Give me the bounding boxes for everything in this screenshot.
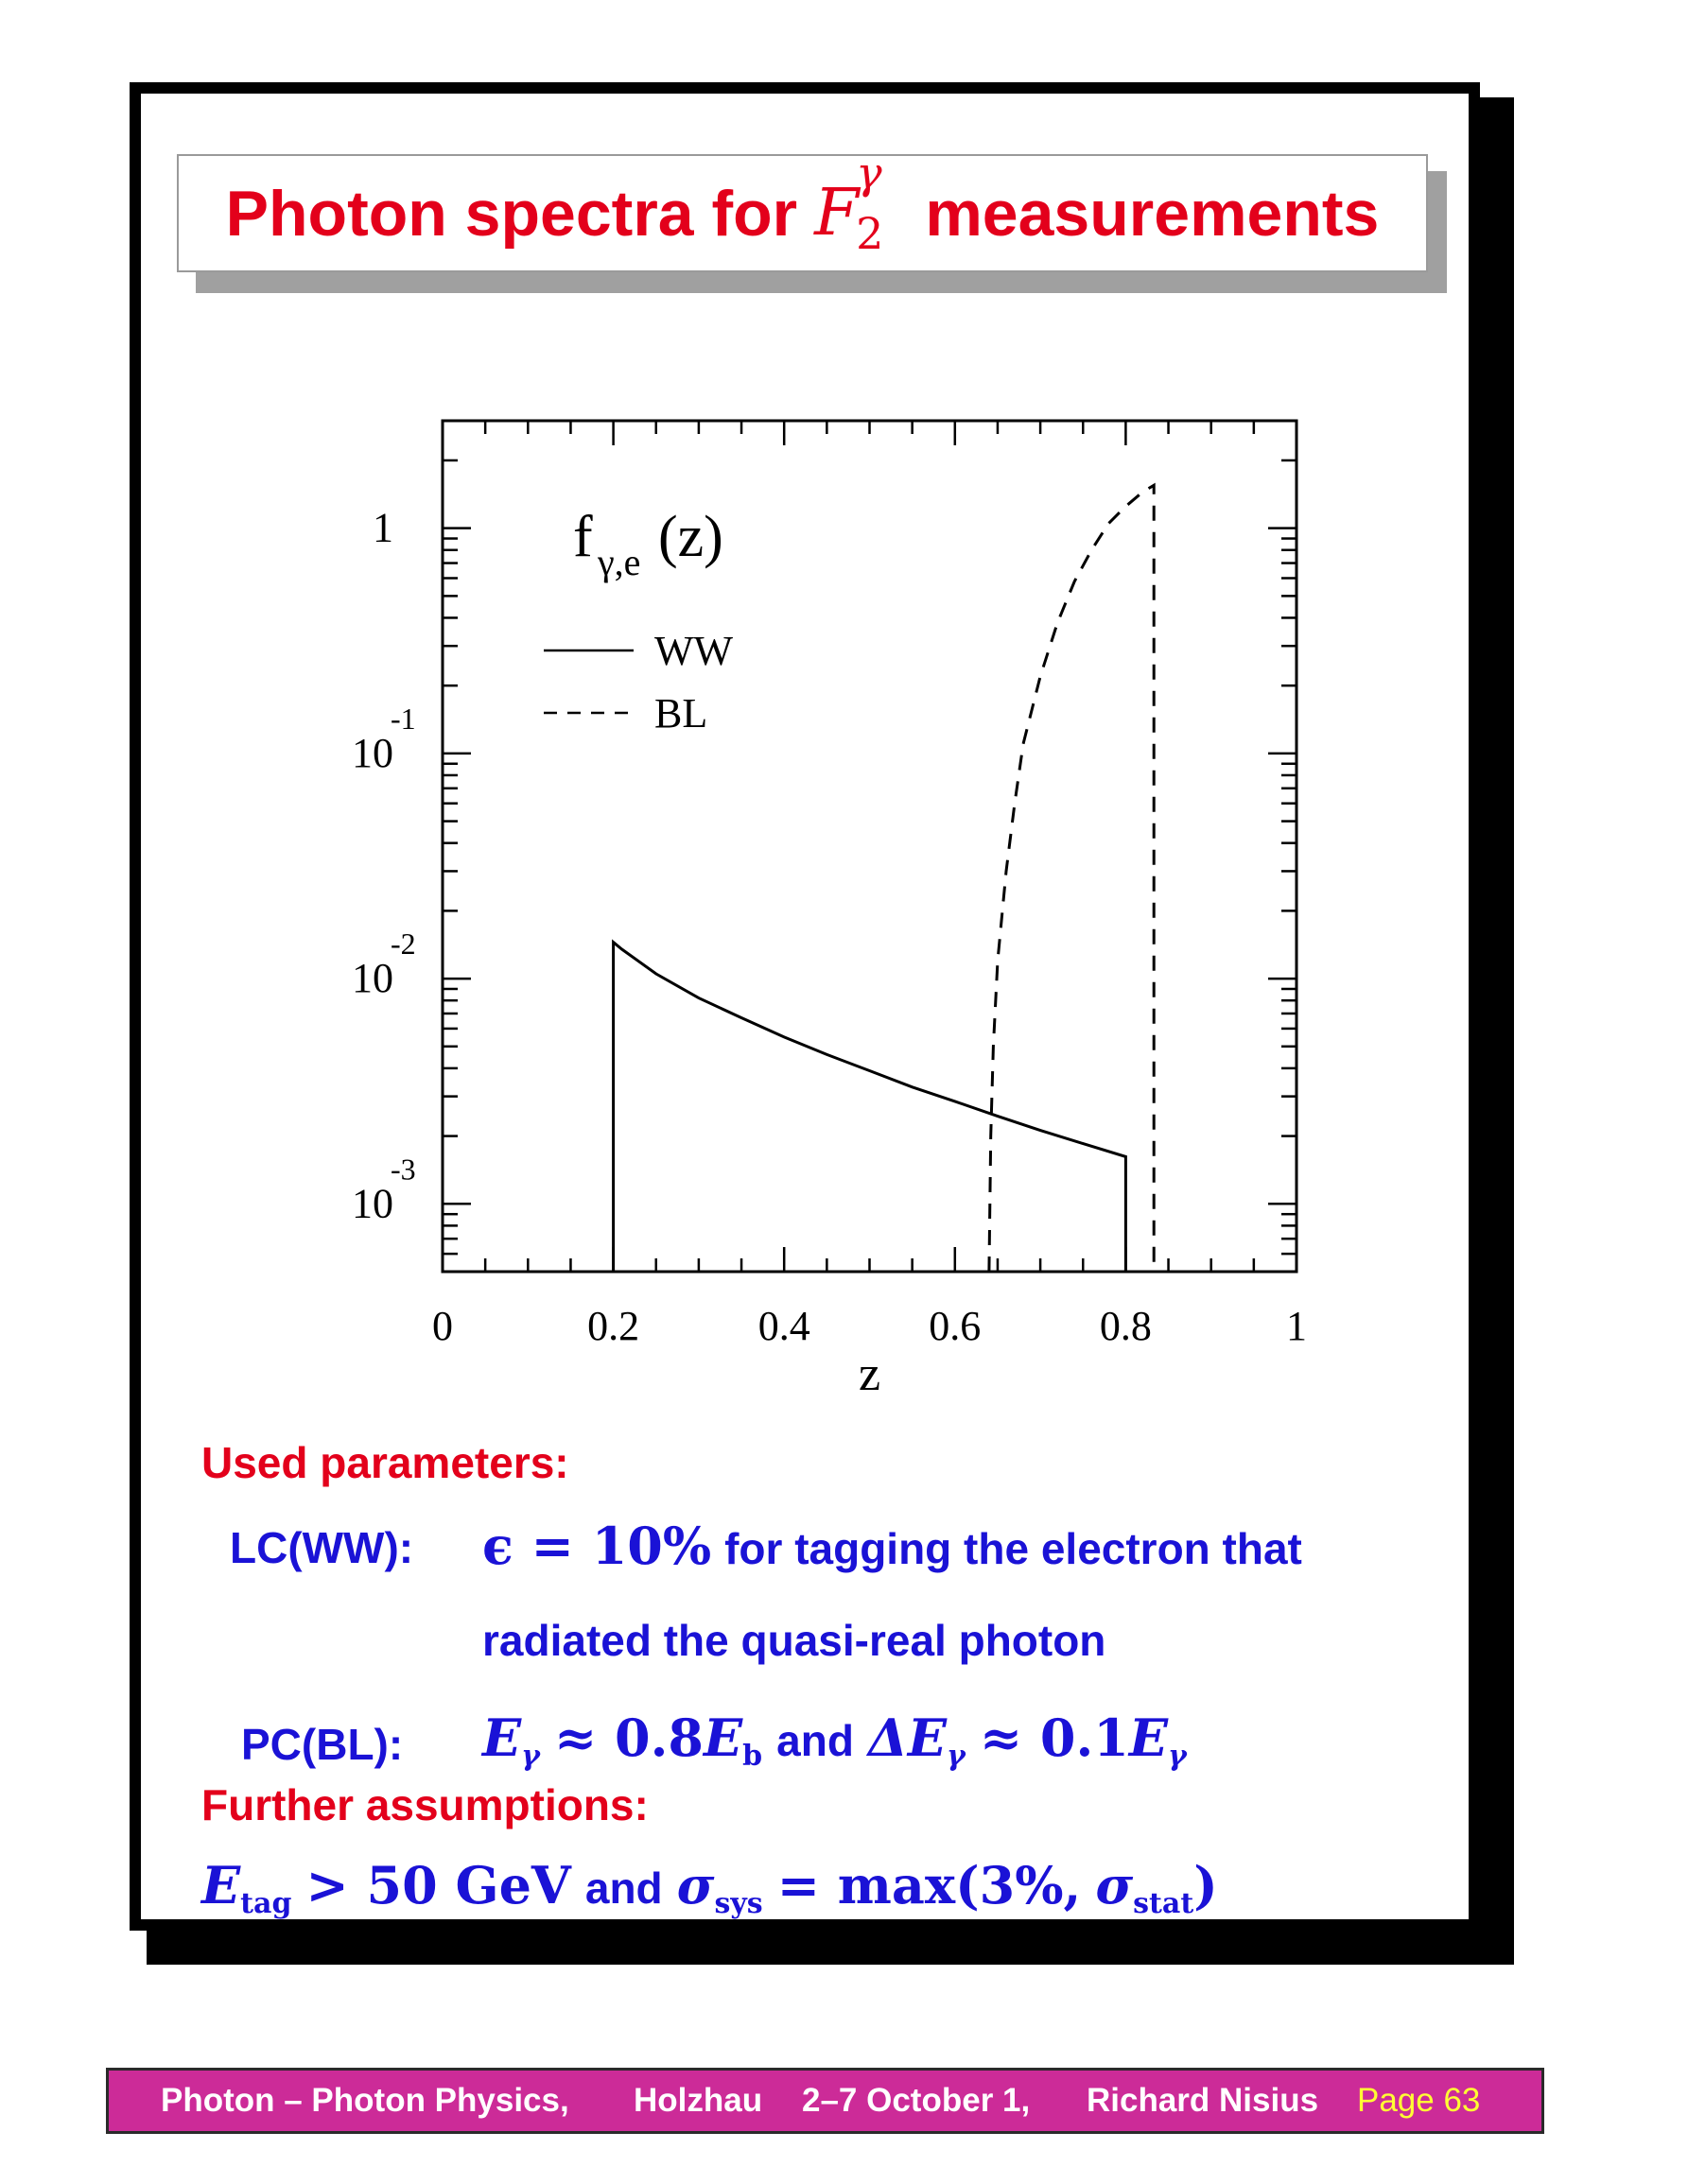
assume-e: E: [201, 1855, 241, 1915]
assume-sigma2: σ: [1095, 1855, 1134, 1915]
x-tick-label: 0: [432, 1303, 453, 1349]
title-math-sub: 2: [856, 208, 884, 259]
assume-e-rest: > 50 GeV: [305, 1855, 571, 1915]
x-axis-label: z: [858, 1347, 881, 1401]
pc-label: PC(BL):: [241, 1720, 404, 1769]
slide-title: [177, 147, 1428, 272]
pc-and: and: [776, 1716, 854, 1765]
pc-m4-sub: γ: [1168, 1740, 1187, 1773]
footer-author: Richard Nisius: [1087, 2082, 1319, 2119]
x-tick-label: 1: [1286, 1303, 1307, 1349]
y-tick-exponent: -1: [391, 701, 416, 736]
chart-annotation-main: f: [573, 505, 593, 569]
pc-m3: ΔE: [867, 1707, 948, 1768]
assume-sigma2-sub: stat: [1133, 1887, 1194, 1920]
chart-annotation-arg: (z): [658, 505, 723, 569]
footer-place: Holzhau: [634, 2082, 763, 2119]
pc-m1-sub: γ: [521, 1740, 540, 1773]
assume-and: and: [584, 1863, 663, 1913]
assume-sigma-sub: sys: [714, 1887, 763, 1920]
assume-line: [201, 1855, 1218, 1920]
title-math-base: F: [814, 176, 860, 251]
lc-text2: radiated the quasi-real photon: [482, 1616, 1106, 1665]
plot-frame: [443, 421, 1296, 1272]
pc-m2-sub: b: [742, 1740, 763, 1773]
chart-svg: [284, 397, 1324, 1418]
y-tick-label: 10: [352, 955, 393, 1002]
lc-label: LC(WW):: [230, 1523, 414, 1572]
pc-m1-rest: ≈ 0.8: [554, 1707, 704, 1768]
y-tick-exponent: -3: [391, 1152, 416, 1187]
x-tick-label: 0.6: [929, 1303, 982, 1349]
chart-annotation-sub: γ,e: [598, 541, 641, 583]
lc-text1: for tagging the electron that: [724, 1524, 1302, 1573]
title-suffix: measurements: [925, 177, 1380, 250]
pc-m3-rest: ≈ 0.1: [979, 1707, 1129, 1768]
x-tick-label: 0.8: [1099, 1303, 1152, 1349]
pc-m4: E: [1128, 1707, 1169, 1768]
footer-page: Page 63: [1357, 2082, 1481, 2119]
x-tick-label: 0.2: [587, 1303, 640, 1349]
further-heading: Further assumptions:: [201, 1780, 649, 1829]
assume-close: ): [1193, 1855, 1218, 1915]
pc-m2: E: [704, 1707, 743, 1768]
photon-spectrum-chart: [284, 397, 1324, 1423]
legend-label-ww: WW: [654, 628, 734, 674]
assume-sigma: σ: [676, 1855, 715, 1915]
series-line-bl: [989, 485, 1154, 1272]
y-tick-label: 10: [352, 1180, 393, 1227]
pc-math-line: [482, 1707, 1187, 1773]
assume-e-sub: tag: [240, 1887, 292, 1920]
assume-eq: = max(3%,: [776, 1855, 1082, 1915]
pc-m3-sub: γ: [947, 1740, 966, 1773]
title-prefix: Photon spectra for: [225, 177, 798, 250]
lc-math: ϵ = 10%: [482, 1516, 712, 1576]
y-tick-label: 1: [373, 504, 393, 551]
footer-title: Photon – Photon Physics,: [161, 2082, 569, 2119]
lc-line: [482, 1516, 1302, 1576]
y-tick-label: 10: [352, 729, 393, 776]
title-math-sup: γ: [856, 147, 882, 199]
pc-m1: E: [482, 1707, 522, 1768]
x-tick-label: 0.4: [757, 1303, 810, 1349]
legend-label-bl: BL: [654, 690, 708, 737]
params-heading: Used parameters:: [201, 1438, 569, 1487]
footer-bar: [106, 2068, 1544, 2134]
footer-date: 2–7 October 1,: [802, 2082, 1031, 2119]
y-tick-exponent: -2: [391, 927, 416, 962]
title-math: [814, 147, 908, 259]
series-line-ww: [614, 943, 1126, 1272]
